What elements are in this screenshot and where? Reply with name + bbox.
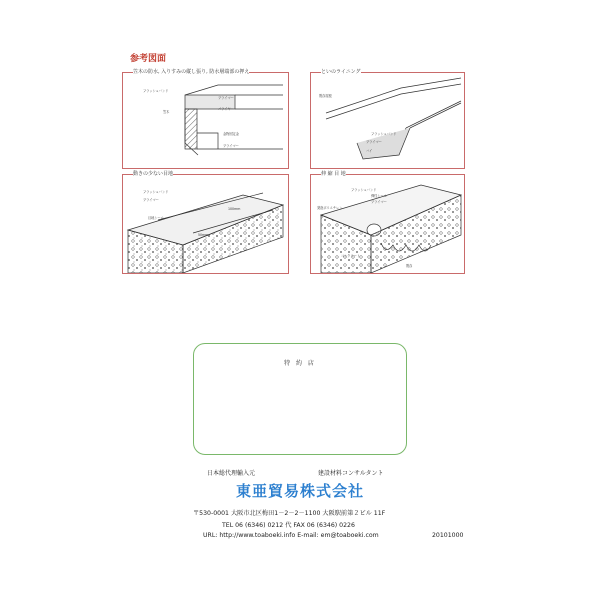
diagram-label: プライマー	[218, 96, 234, 100]
diagram-label: 50mm	[198, 233, 209, 237]
import-agent-label: 日本総代理輸入元	[207, 470, 256, 477]
diagram-label: コンクリート	[341, 254, 361, 258]
panel-caption: 笠木の防水, 入りすみの縦し張り, 防水層端部の押え	[133, 69, 250, 75]
diagram-label: 既存屋根	[319, 94, 332, 98]
diagram-label: 弾性シール	[371, 194, 387, 198]
consultant-label: 建設材料コンサルタント	[318, 470, 384, 477]
diagram-panel-gutter	[310, 69, 465, 169]
panel-caption: 動きの少ない目地	[133, 171, 174, 177]
web-line[interactable]: URL: http://www.toaboeki.info E-mail: em@toaboeki.com	[203, 532, 379, 539]
diagram-label: パライヤー	[218, 107, 234, 111]
diagram-panel-coping	[122, 69, 289, 169]
diagram-panel-joint	[122, 171, 289, 274]
diagram-label: フラッシュバンド	[351, 188, 377, 192]
section-title: 参考図面	[130, 54, 167, 64]
phone-line: TEL 06 (6346) 0212 代 FAX 06 (6346) 0226	[222, 522, 355, 529]
dealer-label: 特 約 店	[284, 360, 316, 367]
diagram-label: プライマー	[143, 198, 159, 202]
diagram-label: プライマー	[371, 200, 387, 204]
expansion-joint-diagram	[311, 175, 464, 273]
address-line: 〒530-0001 大阪市北区梅田1－2－2－1100 大阪駅前第２ビル 11F	[193, 510, 386, 517]
gutter-diagram	[311, 73, 464, 168]
diagram-label: フラッシュバンド	[371, 132, 397, 136]
diagram-label: 発泡ポリエチレン	[317, 206, 343, 210]
dealer-stamp-box	[193, 343, 407, 455]
diagram-label: 既存	[406, 264, 413, 268]
diagram-label: プライマー	[223, 144, 239, 148]
document-code: 20101000	[432, 532, 464, 539]
diagram-label: 金物固定金	[223, 132, 239, 136]
panel-caption: 伸 縮 目 地	[321, 171, 346, 177]
diagram-panel-expansion-joint	[310, 171, 465, 274]
company-name: 東亜貿易株式会社	[235, 482, 364, 500]
diagram-label: 100mm	[228, 207, 241, 211]
diagram-label: フラッシュバンド	[143, 190, 169, 194]
diagram-label: バイ	[366, 149, 373, 153]
diagram-label: フラッシュバンド	[143, 89, 169, 93]
diagram-label: プライマー	[366, 140, 382, 144]
panel-caption: といのライニング	[321, 69, 361, 75]
diagram-label: 目地シール	[148, 216, 164, 220]
diagram-label: 笠木	[163, 110, 170, 114]
